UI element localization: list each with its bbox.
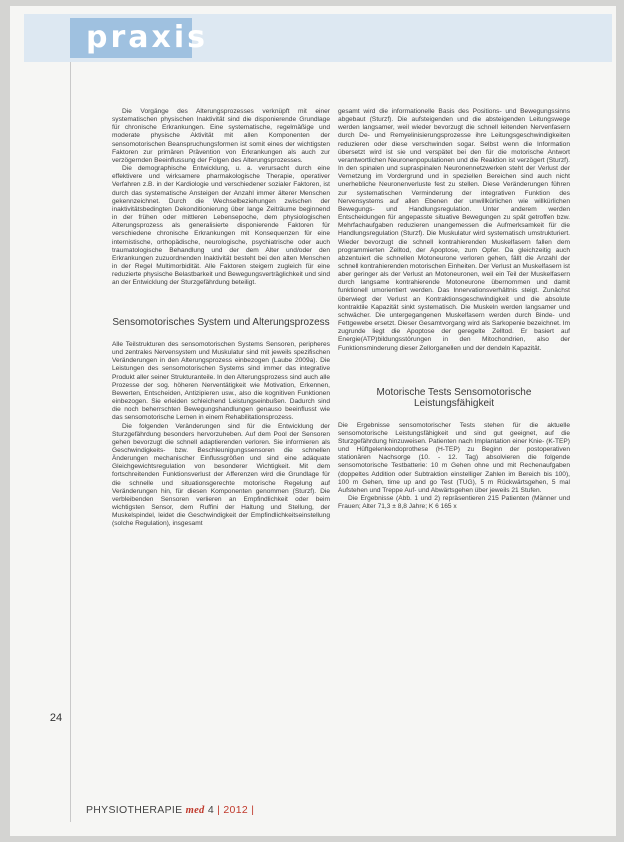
right-column: [338, 108, 570, 511]
paragraph: Die Vorgänge des Alterungsprozesses verknüpft mit einer systematischen physischen Inaktivität sind die disponierende Grundlage für chronische Erkrankungen. Eine systematische, regelmäßige und moderate physische Aktivität mit allen Komponenten der sensomotorischen Beanspruchungsformen ist somit eines der wichtigsten Faktoren zur primären Prävention von Erkrankungen als auch zur verzögernden Beeinflussung der Folgen des Alterungsprozesses.: [112, 108, 330, 164]
paragraph: Die demographische Entwicklung, u. a. verursacht durch eine effektivere und wirksamere pharmakologische Therapie, operativer Verfahren z.B. in der Kardiologie und verschiedener sozialer Faktoren, ist durch das systematische Ansteigen der Anzahl immer älterer Menschen gekennzeichnet. Durch die Wechselbeziehungen zwischen der inaktivitätsbedingten Dekonditionierung über lange Zeiträume beginnend in der frühen oder mittleren Lebensepoche, dem physiologischen Alterungsprozess als generalisierte disponierende Faktoren für verschiedene chronische Erkrankungen mit Konsequenzen für eine internistische, orthopädische, neurologische, psychiatrische oder auch traumatologische Behandlung und der dem Alter und/oder den Erkrankungen zuzuordnenden Inaktivität besteht bei den alten Menschen in der Regel Multimorbidität. Alle Faktoren steigern zugleich für eine reduzierte physische Belastbarkeit und Bewegungsverträglichkeit und sind an der Entwicklung der Sturzgefährdung beteiligt.: [112, 165, 330, 287]
journal-name: PHYSIOTHERAPIE: [86, 804, 183, 816]
paragraph: Die Ergebnisse (Abb. 1 und 2) repräsentieren 215 Patienten (Männer und Frauen; Alter 71,3 ± 8,8 Jahre; K 6 165 x: [338, 495, 570, 511]
left-column: [112, 108, 330, 529]
issue-number: 4: [207, 804, 214, 816]
journal-med: med: [185, 805, 205, 816]
footer-separator: |: [217, 804, 221, 816]
paragraph: Alle Teilstrukturen des sensomotorischen Systems Sensoren, peripheres und zentrales Nervensystem und Muskulatur sind mit jeweils spezifischen Veränderungen in den Alterungsprozess einbezogen (Laube 2009a). Die Leistungen des sensomotorischen Systems sind immer das integrative Produkt aller seiner Strukturanteile. In den Alterungsprozess sind auch alle Prozesse der sog. höheren Nerventätigkeit wie Motivation, Erkennen, Bewerten, Entscheiden, Antizipieren usw., also die kognitiven Funktionen einbezogen. Sie erleiden schleichend Leistungseinbußen. Dadurch sind die noch beherrschten Bewegungshandlungen genauso beeinflusst wie das sensomotorische Lernen in einem Rehabilitationsprozess.: [112, 340, 330, 422]
section-heading: Motorische Tests Sensomotorische Leistungsfähigkeit: [376, 386, 532, 410]
paragraph: gesamt wird die informationelle Basis des Positions- und Bewegungssinns abgebaut (Sturzf). Die aufsteigenden und die absteigenden Leitungswege werden langsamer, weil wieder bevorzugt die schnell leitenden Nervenfasern durch De- und Remyelinisierungsprozesse ihre Leitungsgeschwindigkeiten reduzieren oder diese verschwinden sogar. Selbst wenn die Information übersetzt wird ist sie und verspätet bei den für die motorische Antwort verantwortlichen Neuronenpopulationen und die Reaktion ist verzögert (Sturzf). In den spinalen und supraspinalen Neuronennetzwerken steht der Verlust der Vernetzung im Vordergrund und in speziellen Bereichen sind auch nicht unerhebliche Neuronenverluste fest zu stellen. Diese Veränderungen führen zur systematischen Verminderung der integrativen Funktion des Nervensystems auf allen Ebenen der unwillkürlichen wie willkürlichen Bewegungs- und Handlungsregulation. Unter anderem werden Entscheidungen für angepasste situative Bewegungen zu spät getroffen bzw. Mehrfachaufgaben reduzieren unangemessen die Aufmerksamkeit für die Handlungsregulation (Sturzf). Die Muskulatur wird systematisch umstrukturiert. Wieder bevorzugt die schnell kontrahierenden Muskelfasern fallen dem programmierten Zelltod, der Apoptose, zum Opfer. Da gleichzeitig auch abzentuiert die schnellen Motoneurone verloren gehen, fällt die Anzahl der schnell kontrahierenden motorischen Einheiten. Der Verlust an Muskelfasern ist aber geringer als der Verlust an Motoneuronen, weil ein Teil der Muskelfasern durch langsame kontrahierende Motoneurone übernommen und damit funktionell umorientiert werden. Das Innervationsverhältnis steigt. Zunächst überwiegt der Verlust an Kontraktionsgeschwindigkeit und die absolute kontraktile Kapazität sinkt systematisch. Die Muskeln werden langsamer und schwächer. Die untergegangenen Muskelfasern werden durch Binde- und Fettgewebe ersetzt. Dieser Gesamtvorgang wird als Sarkopenie bezeichnet. Im zugrunde liegt die Apoptose der geregelte Zelltod. Er basiert auf Energie(ATP)bildungsstörungen in den Mitochondrien, also der Funktionsminderung dieser Zellorganellen und der dendeln Kapazität.: [338, 108, 571, 352]
paragraph: Die folgenden Veränderungen sind für die Entwicklung der Sturzgefährdung besonders hervorzuheben. Auf dem Pool der Sensoren gehen bevorzugt die schnell adaptierenden verloren. Sie informieren als Geschwindigkeits- bzw. Beschleunigungssensoren die schnellen Änderungen mechanischer Einflussgrößen und sind eine adäquate Gleichgewichtsregulation von besonderer Wichtigkeit. Mit dem fortschreitenden Funktionsverlust der Afferenzen wird die Grundlage für die schnelle und situationsgerechte motorische Regelung auf Veränderungen hin, für diesen Komponenten genommen (Sturzf). Die verbleibenden Sensoren verlieren an Empfindlichkeit oder beim wichtigsten Sensor, dem Ruffini der Haltung und Stellung, der Muskelspindel, leidet die Geschwindigkeit der Empfindlichkeitseinstellung (solche Regulation), insgesamt: [112, 422, 330, 528]
year: 2012: [223, 804, 248, 816]
footer-end: |: [251, 804, 255, 816]
section-title: praxis: [86, 20, 209, 55]
footer: [86, 804, 254, 816]
margin-rule: [70, 62, 71, 822]
page-number: 24: [49, 712, 63, 724]
section-heading: Sensomotorisches System und Alterungsprozess: [112, 317, 330, 329]
paragraph: Die Ergebnisse sensomotorischer Tests stehen für die aktuelle sensomotorische Leistungsfähigkeit und sind gut geeignet, auf die Sturzgefährdung hinzuweisen. Patienten nach Implantation einer Knie- (K-TEP) und Hüftgelenkendoprothese (H-TEP) zu Beginn der postoperativen stationären Nachsorge (10. - 12. Tag) absolvieren die folgende sensomotorische Testbatterie: 10 m Gehen ohne und mit Rechenaufgaben (doppeltes Addition oder Subtraktion einstelliger Zahlen im Bereich bis 100), 100 m Gehen, time up and go Test (TUG), 5 m Rückwärtsgehen, 5 mal Aufstehen und Treppe Auf- und Abwärtsgehen über jeweils 21 Stufen.: [338, 421, 570, 494]
